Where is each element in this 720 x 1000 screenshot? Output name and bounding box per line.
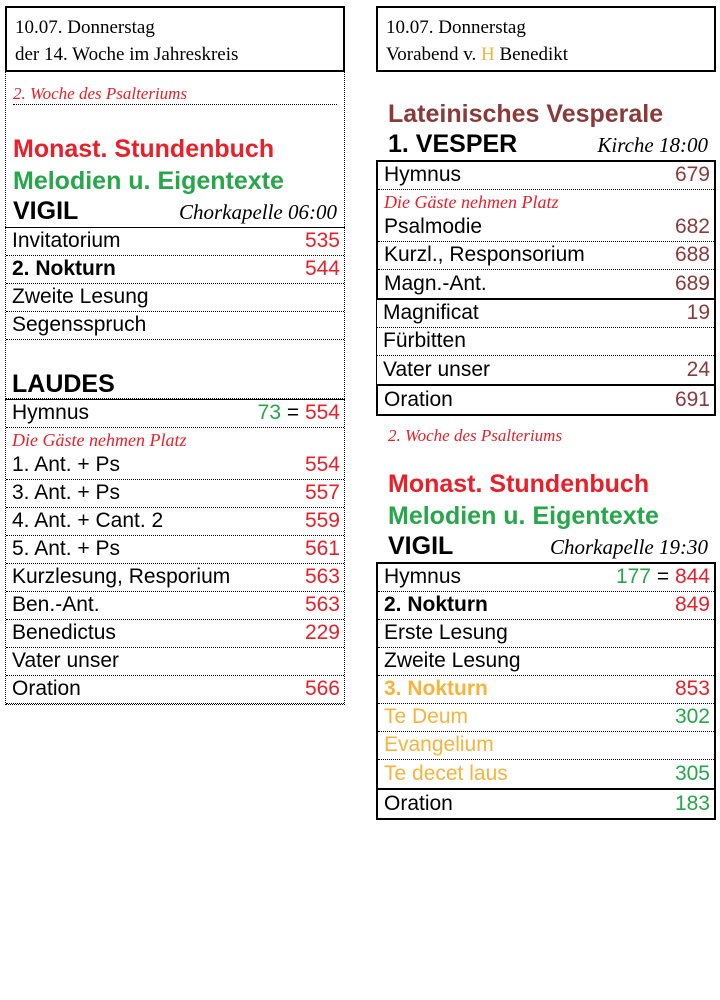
- date-header-right: [376, 6, 716, 72]
- list-item: Kurzl., Responsorium 688: [378, 242, 714, 270]
- book-title-2: Melodien u. Eigentexte: [388, 502, 659, 530]
- vesper-box-1: [376, 160, 716, 300]
- oration-row: Oration 691: [384, 388, 710, 411]
- list-item: Kurzlesung, Resporium 563: [6, 564, 344, 592]
- list-item: Psalmodie 682: [378, 214, 714, 242]
- vigil-box: [376, 562, 716, 790]
- list-item: Te Deum 302: [378, 704, 714, 732]
- vesper-place: Kirche 18:00: [597, 133, 708, 157]
- left-column: [5, 6, 345, 705]
- vigil-list: [5, 227, 345, 399]
- vesper-box-2: [376, 300, 716, 384]
- list-item: Invitatorium 535: [6, 228, 344, 256]
- vigil-title: VIGIL: [388, 532, 454, 560]
- date-line-2: Vorabend v. H Benedikt: [386, 44, 569, 65]
- list-item: 3. Nokturn 853: [378, 676, 714, 704]
- laudes-list: [5, 399, 345, 705]
- vigil-place: Chorkapelle 06:00: [178, 200, 337, 224]
- guests-note: Die Gäste nehmen Platz: [384, 192, 559, 212]
- vigil-header-right: [376, 416, 716, 562]
- date-line-1: 10.07. Donnerstag: [15, 17, 155, 38]
- list-item: Fürbitten: [377, 328, 714, 356]
- vigil-header: [13, 197, 337, 227]
- vigil-oration-box: [376, 790, 716, 820]
- vigil-place: Chorkapelle 19:30: [549, 535, 708, 559]
- vesperale-title: Lateinisches Vesperale: [388, 100, 664, 128]
- right-column: [376, 6, 716, 820]
- hymnus-row: Hymnus 177 = 844: [378, 564, 714, 592]
- book-title-1: Monast. Stundenbuch: [388, 470, 650, 498]
- list-item: Te decet laus 305: [384, 762, 710, 785]
- psalter-week: 2. Woche des Psalteriums: [13, 72, 337, 105]
- list-item: 4. Ant. + Cant. 2 559: [6, 508, 344, 536]
- hymnus-row: Hymnus 73 = 554: [6, 400, 344, 428]
- list-item: 1. Ant. + Ps 554: [6, 452, 344, 480]
- book-title-1: Monast. Stundenbuch: [13, 135, 275, 163]
- list-item: Oration 566: [6, 676, 344, 704]
- list-item: 5. Ant. + Ps 561: [6, 536, 344, 564]
- list-item: Zweite Lesung: [378, 648, 714, 676]
- list-item: 2. Nokturn 849: [378, 592, 714, 620]
- h-symbol: H: [480, 44, 495, 65]
- list-item: Magnificat 19: [377, 300, 714, 328]
- list-item: Benedictus 229: [6, 620, 344, 648]
- list-item: Magn.-Ant. 689: [384, 272, 710, 295]
- date-line-2: der 14. Woche im Jahreskreis: [15, 44, 239, 65]
- vesper-header: [376, 72, 716, 160]
- list-item: Ben.-Ant. 563: [6, 592, 344, 620]
- list-item: Erste Lesung: [378, 620, 714, 648]
- laudes-title: LAUDES: [12, 370, 115, 398]
- list-item: Vater unser: [6, 648, 344, 676]
- list-item: 2. Nokturn 544: [6, 256, 344, 284]
- vigil-title: VIGIL: [13, 197, 79, 225]
- list-item: Segensspruch: [6, 312, 344, 340]
- list-item: Zweite Lesung: [6, 284, 344, 312]
- list-item: Vater unser 24: [383, 358, 710, 381]
- oration-row: Oration 183: [384, 792, 710, 815]
- list-item: Hymnus 679: [378, 162, 714, 190]
- vigil-section: [5, 72, 345, 227]
- date-line-1: 10.07. Donnerstag: [386, 17, 526, 38]
- guests-note: Die Gäste nehmen Platz: [12, 430, 187, 450]
- list-item: Evangelium: [378, 732, 714, 760]
- vesper-oration-box: [376, 384, 716, 416]
- date-header-left: [5, 6, 345, 72]
- book-title-2: Melodien u. Eigentexte: [13, 167, 284, 195]
- list-item: 3. Ant. + Ps 557: [6, 480, 344, 508]
- vesper-title: 1. VESPER: [388, 130, 518, 158]
- psalter-week: 2. Woche des Psalteriums: [388, 426, 563, 445]
